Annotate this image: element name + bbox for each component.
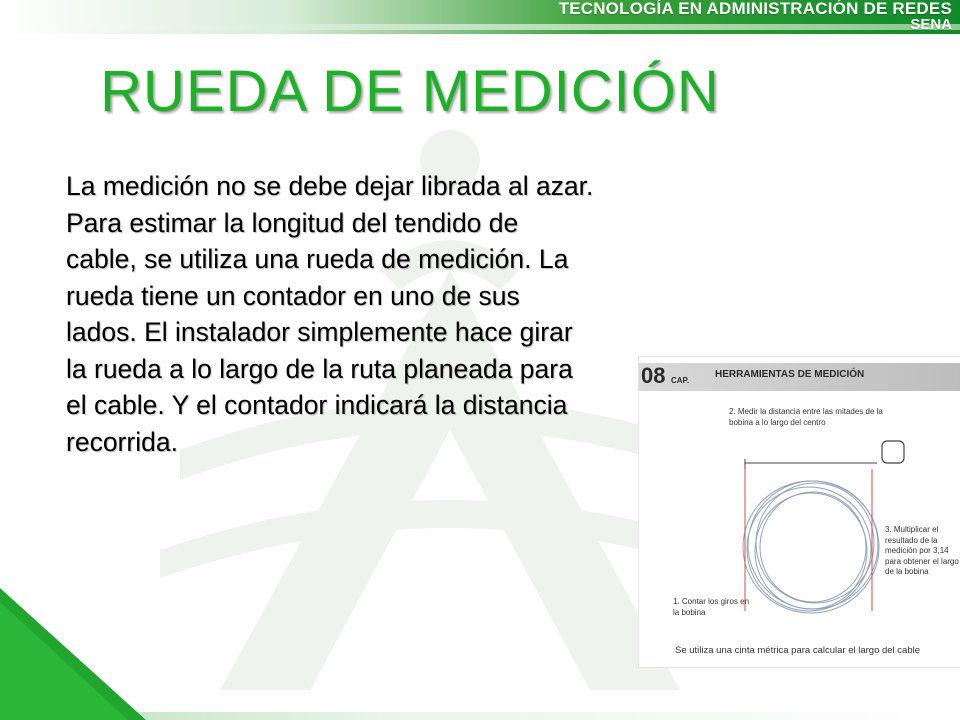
step3-label: 3. Multiplicar el resultado de la medición por 3,14 para obtener el largo de la bobina (885, 525, 959, 576)
figure-caption: Se utiliza una cinta métrica para calcular el largo del cable (675, 645, 921, 656)
header-band (0, 0, 960, 34)
body-paragraph: La medición no se debe dejar librada al azar. Para estimar la longitud del tendido de cable, se utiliza una rueda de medición. La rueda tiene un contador en uno de sus lados. El instalador simplemente hace girar la rueda a lo largo de la ruta planeada para el cable. Y el contador indicará la distancia recorrida. (66, 171, 594, 457)
header-program-title: TECNOLOGÍA EN ADMINISTRACIÓN DE REDES (558, 0, 952, 18)
header-stripe (0, 24, 960, 30)
corner-triangle-decoration (0, 588, 150, 720)
chapter-abbreviation: CAP. (671, 376, 690, 385)
slide-title (0, 58, 960, 125)
cable-coil-diagram (639, 357, 960, 667)
step2-label: 2. Medir la distancia entre las mitades de la bobina a lo largo del centro (729, 407, 883, 427)
cable-coil (743, 481, 879, 613)
header-institution: SENA (910, 16, 952, 33)
step1-label: 1. Contar los giros en la bobina (673, 597, 750, 617)
figure-title: HERRAMIENTAS DE MEDICIÓN (715, 369, 865, 380)
slide-title-text: RUEDA DE MEDICIÓN (100, 59, 720, 124)
measurement-illustration (638, 356, 960, 668)
tape-case (882, 441, 904, 463)
chapter-number: 08 (641, 363, 666, 388)
